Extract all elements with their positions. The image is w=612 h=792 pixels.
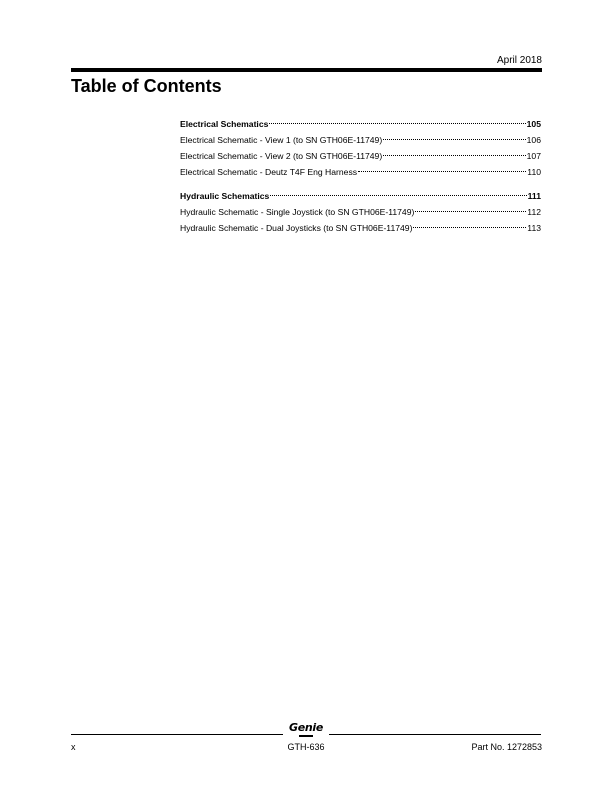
- footer-rule-left: [71, 734, 283, 735]
- dot-leader: [383, 154, 525, 156]
- logo-tagline-mark: [299, 735, 313, 737]
- toc-entry[interactable]: [180, 148, 541, 164]
- genie-logo: [286, 722, 326, 740]
- toc-entry[interactable]: [180, 132, 541, 148]
- page-title: Table of Contents: [71, 76, 222, 96]
- footer-part-number: Part No. 1272853: [471, 742, 542, 752]
- footer-model: GTH-636: [287, 742, 325, 752]
- toc-entry-label: Electrical Schematic - Deutz T4F Eng Harness: [180, 167, 358, 177]
- toc-entry-label: Electrical Schematic - View 1 (to SN GTH06E-11749): [180, 135, 383, 145]
- toc-page-number: 105: [526, 119, 541, 129]
- dot-leader: [415, 210, 526, 212]
- dot-leader: [413, 226, 526, 228]
- toc-entry-label: Hydraulic Schematic - Dual Joysticks (to SN GTH06E-11749): [180, 223, 413, 233]
- footer-page-number: x: [71, 742, 76, 752]
- toc-page-number: 112: [527, 207, 541, 217]
- toc-page-number: 107: [526, 151, 541, 161]
- toc-page-number: 113: [527, 223, 541, 233]
- table-of-contents: [180, 116, 541, 244]
- toc-heading-electrical[interactable]: [180, 116, 541, 132]
- toc-entry[interactable]: [180, 204, 541, 220]
- header-rule: [71, 68, 542, 72]
- toc-entry[interactable]: [180, 164, 541, 180]
- dot-leader: [269, 122, 525, 124]
- toc-heading-label: Hydraulic Schematics: [180, 191, 270, 201]
- toc-heading-hydraulic[interactable]: [180, 188, 541, 204]
- dot-leader: [358, 170, 526, 172]
- toc-section-electrical: [180, 116, 541, 180]
- toc-page-number: 111: [527, 191, 541, 201]
- toc-section-hydraulic: [180, 188, 541, 236]
- dot-leader: [270, 194, 526, 196]
- toc-entry[interactable]: [180, 220, 541, 236]
- toc-heading-label: Electrical Schematics: [180, 119, 269, 129]
- header-date: April 2018: [496, 55, 542, 66]
- dot-leader: [383, 138, 525, 140]
- toc-page-number: 106: [526, 135, 541, 145]
- toc-page-number: 110: [527, 167, 541, 177]
- toc-entry-label: Electrical Schematic - View 2 (to SN GTH06E-11749): [180, 151, 383, 161]
- logo-wordmark: Genie: [288, 721, 324, 734]
- footer-rule-right: [329, 734, 541, 735]
- toc-entry-label: Hydraulic Schematic - Single Joystick (to SN GTH06E-11749): [180, 207, 415, 217]
